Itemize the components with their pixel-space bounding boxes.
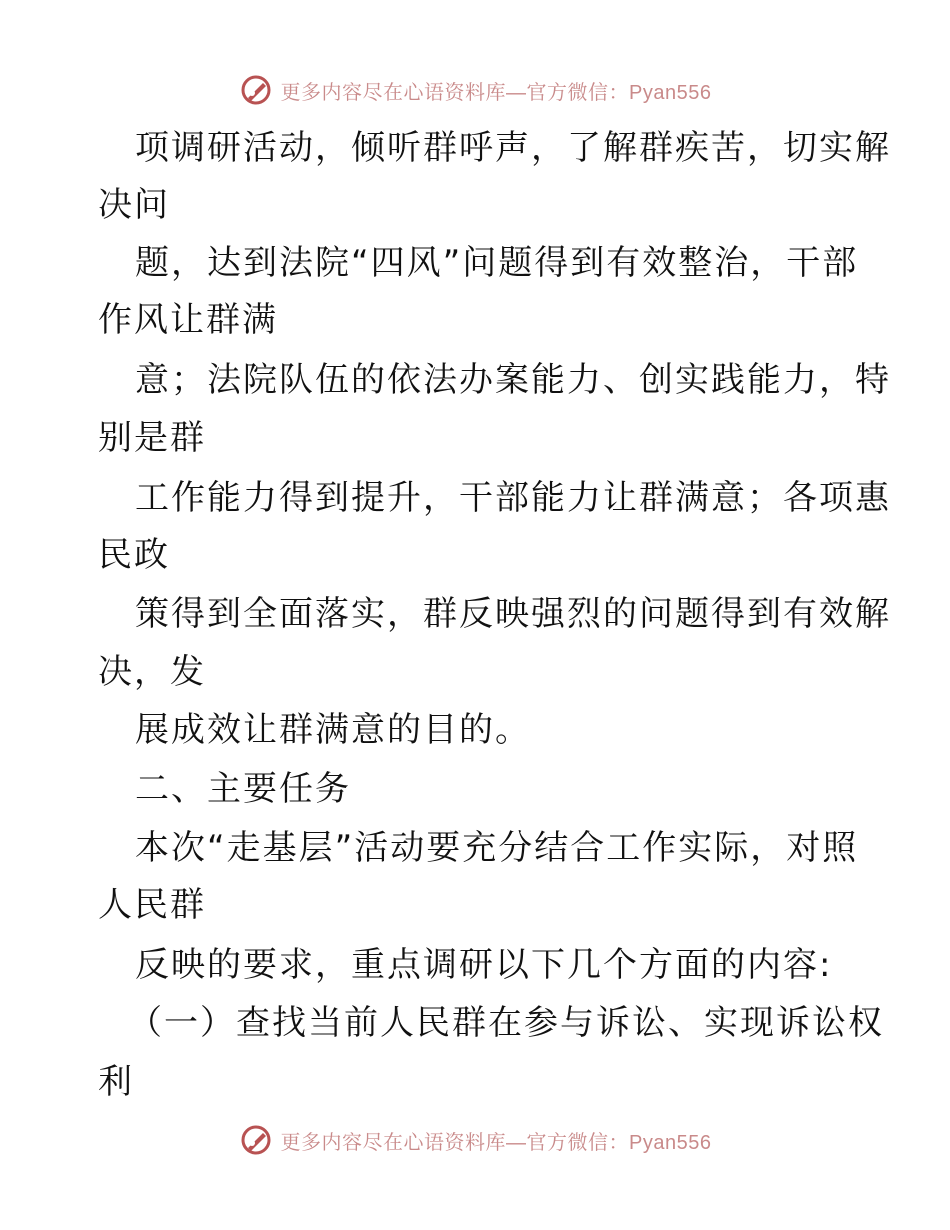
body-line: （一）查找当前人民群在参与诉讼、实现诉讼权 [128, 1003, 884, 1043]
body-line: 人民群 [98, 885, 206, 925]
body-line: 决，发 [98, 652, 206, 692]
body-line: 题，达到法院“四风”问题得到有效整治，干部 [135, 243, 859, 283]
body-line: 决问 [98, 185, 170, 225]
body-line: 策得到全面落实，群反映强烈的问题得到有效解 [135, 594, 891, 634]
body-line: 展成效让群满意的目的。 [135, 710, 531, 750]
body-line: 反映的要求，重点调研以下几个方面的内容: [135, 945, 833, 985]
body-line: 利 [98, 1062, 134, 1102]
body-line: 工作能力得到提升，干部能力让群满意；各项惠 [135, 478, 891, 518]
footer-watermark-banner [0, 1120, 950, 1160]
header-watermark-banner [0, 70, 950, 110]
body-line: 本次“走基层”活动要充分结合工作实际，对照 [135, 828, 859, 868]
body-line: 作风让群满 [98, 300, 278, 340]
red-pen-seal-icon [239, 1123, 273, 1157]
body-line: 别是群 [98, 418, 206, 458]
body-line: 意；法院队伍的依法办案能力、创实践能力，特 [135, 360, 891, 400]
red-pen-seal-icon [239, 73, 273, 107]
body-line: 民政 [98, 535, 170, 575]
header-watermark-text: 更多内容尽在心语资料库—官方微信：Pyan556 [280, 81, 712, 104]
footer-watermark-text: 更多内容尽在心语资料库—官方微信：Pyan556 [280, 1131, 712, 1154]
body-line: 项调研活动，倾听群呼声，了解群疾苦，切实解 [135, 128, 891, 168]
section-heading: 二、主要任务 [135, 769, 351, 809]
